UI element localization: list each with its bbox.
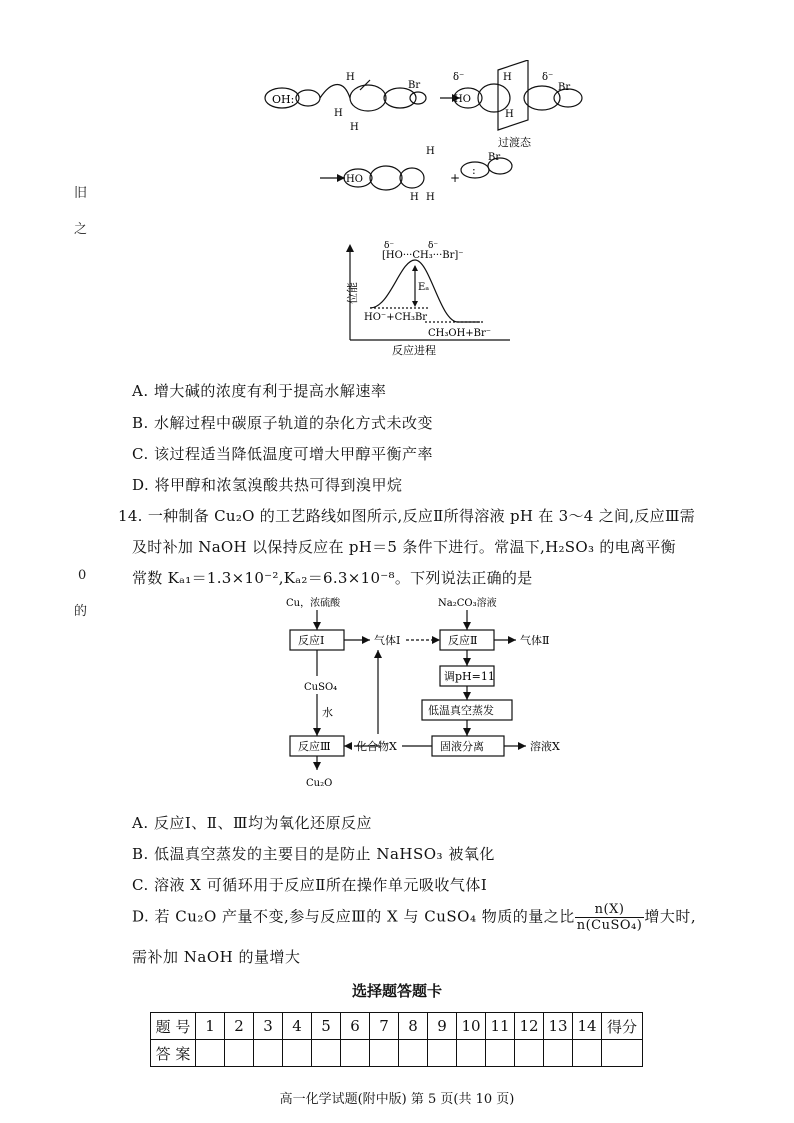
gas-2-label: 气体Ⅱ — [520, 634, 550, 647]
water-label: 水 — [322, 706, 333, 719]
br-label: Br — [488, 152, 501, 163]
compound-x-label: 化合物X — [356, 740, 397, 753]
fraction-numerator: n(X) — [575, 902, 645, 918]
cuso4-label: CuSO₄ — [304, 682, 338, 693]
ho-label: HO — [454, 94, 471, 105]
question-number: 7 — [370, 1013, 399, 1040]
h-label: H — [503, 72, 512, 83]
question-number: 9 — [428, 1013, 457, 1040]
question-number: 14 — [573, 1013, 602, 1040]
q14-option-c: C. 溶液 X 可循环用于反应Ⅱ所在操作单元吸收气体Ⅰ — [132, 876, 488, 894]
margin-glyph: 的 — [74, 604, 88, 619]
answer-cell[interactable] — [399, 1040, 428, 1067]
h-label: H — [505, 109, 514, 120]
answer-cell[interactable] — [341, 1040, 370, 1067]
delta-label: δ⁻ — [384, 241, 395, 251]
row-header: 题 号 — [151, 1013, 196, 1040]
h-label: H — [346, 72, 355, 83]
oh-label: OH: — [272, 93, 295, 106]
sn2-mechanism-figure — [250, 60, 610, 210]
page-footer: 高一化学试题(附中版) 第 5 页(共 10 页) — [279, 1092, 515, 1107]
question-number: 11 — [486, 1013, 515, 1040]
answer-cell[interactable] — [370, 1040, 399, 1067]
mole-ratio-fraction — [575, 902, 645, 933]
q13-option-c: C. 该过程适当降低温度可增大甲醇平衡产率 — [132, 445, 433, 463]
h-label: H — [410, 192, 419, 203]
delta-label: δ⁻ — [453, 72, 465, 83]
cu-input-label: Cu，浓硫酸 — [286, 598, 341, 609]
answer-cell[interactable] — [544, 1040, 573, 1067]
reaction-1-box: 反应Ⅰ — [298, 634, 325, 647]
q14-option-d-suffix: 增大时, — [644, 907, 697, 926]
answer-cell[interactable] — [283, 1040, 312, 1067]
transition-state-label: 过渡态 — [498, 136, 531, 149]
question-number: 10 — [457, 1013, 486, 1040]
q14-option-a: A. 反应Ⅰ、Ⅱ、Ⅲ均为氧化还原反应 — [132, 814, 372, 832]
colon-label: : — [472, 164, 476, 177]
score-header: 得分 — [602, 1013, 643, 1040]
answer-cell[interactable] — [196, 1040, 225, 1067]
br-label: Br — [558, 82, 571, 93]
solution-x-label: 溶液X — [530, 740, 560, 753]
process-flow-diagram — [270, 592, 590, 802]
activation-energy-label: Eₐ — [418, 282, 430, 293]
question-number: 2 — [225, 1013, 254, 1040]
q14-option-d-line2: 需补加 NaOH 的量增大 — [132, 948, 301, 966]
answer-row — [151, 1040, 643, 1067]
question-number: 13 — [544, 1013, 573, 1040]
answer-card-title: 选择题答题卡 — [351, 982, 442, 1000]
products-label: CH₃OH+Br⁻ — [428, 328, 492, 339]
score-cell[interactable] — [602, 1040, 643, 1067]
cu2o-label: Cu₂O — [306, 778, 333, 789]
question-number: 1 — [196, 1013, 225, 1040]
q14-option-b: B. 低温真空蒸发的主要目的是防止 NaHSO₃ 被氧化 — [132, 845, 495, 863]
answer-cell[interactable] — [428, 1040, 457, 1067]
plus-sign: + — [450, 171, 461, 185]
answer-cell[interactable] — [254, 1040, 283, 1067]
q14-stem-line: 及时补加 NaOH 以保持反应在 pH＝5 条件下进行。常温下,H₂SO₃ 的电离平衡 — [132, 538, 676, 556]
reaction-3-box: 反应Ⅲ — [298, 740, 331, 753]
question-number: 4 — [283, 1013, 312, 1040]
solid-liquid-separation-box: 固液分离 — [440, 740, 484, 753]
q13-option-b: B. 水解过程中碳原子轨道的杂化方式未改变 — [132, 414, 434, 432]
question-number: 5 — [312, 1013, 341, 1040]
h-label: H — [426, 192, 435, 203]
question-number: 6 — [341, 1013, 370, 1040]
h-label: H — [334, 108, 343, 119]
answer-cell[interactable] — [312, 1040, 341, 1067]
fraction-denominator: n(CuSO₄) — [576, 918, 643, 933]
answer-cell[interactable] — [457, 1040, 486, 1067]
q14-stem-line: 常数 Kₐ₁＝1.3×10⁻²,Kₐ₂＝6.3×10⁻⁸。下列说法正确的是 — [132, 569, 533, 587]
ho-label: HO — [346, 174, 363, 185]
transition-state-formula: [HO···CH₃···Br]⁻ — [382, 250, 464, 261]
br-label: Br — [408, 80, 421, 91]
q14-option-d — [132, 902, 696, 933]
margin-glyph: 0 — [78, 568, 87, 583]
adjust-ph-box: 调pH=11 — [444, 670, 495, 683]
question-number: 12 — [515, 1013, 544, 1040]
margin-glyph: 旧 — [74, 186, 88, 201]
x-axis-label: 反应进程 — [392, 344, 436, 357]
h-label: H — [426, 146, 435, 157]
row-header: 答 案 — [151, 1040, 196, 1067]
delta-label: δ⁻ — [542, 72, 554, 83]
q13-option-a: A. 增大碱的浓度有利于提高水解速率 — [132, 382, 387, 400]
answer-cell[interactable] — [573, 1040, 602, 1067]
delta-label: δ⁻ — [428, 241, 439, 251]
gas-1-label: 气体Ⅰ — [374, 634, 401, 647]
question-number: 8 — [399, 1013, 428, 1040]
na2co3-input-label: Na₂CO₃溶液 — [438, 598, 497, 609]
reactants-label: HO⁻+CH₃Br — [364, 312, 428, 323]
answer-cell[interactable] — [486, 1040, 515, 1067]
answer-card-table — [150, 1012, 643, 1067]
question-number-row — [151, 1013, 643, 1040]
energy-diagram — [330, 238, 520, 368]
q14-option-d-text: D. 若 Cu₂O 产量不变,参与反应Ⅲ的 X 与 CuSO₄ 物质的量之比 — [132, 907, 575, 926]
h-label: H — [350, 122, 359, 133]
vacuum-evaporation-box: 低温真空蒸发 — [428, 704, 494, 717]
answer-cell[interactable] — [225, 1040, 254, 1067]
q14-stem-line: 14. 一种制备 Cu₂O 的工艺路线如图所示,反应Ⅱ所得溶液 pH 在 3～4 之间,反应Ⅲ需 — [118, 507, 696, 525]
answer-cell[interactable] — [515, 1040, 544, 1067]
q13-option-d: D. 将甲醇和浓氢溴酸共热可得到溴甲烷 — [132, 476, 403, 494]
reaction-2-box: 反应Ⅱ — [448, 634, 478, 647]
question-number: 3 — [254, 1013, 283, 1040]
margin-glyph: 之 — [74, 222, 88, 237]
y-axis-label: 位能 — [346, 282, 359, 304]
